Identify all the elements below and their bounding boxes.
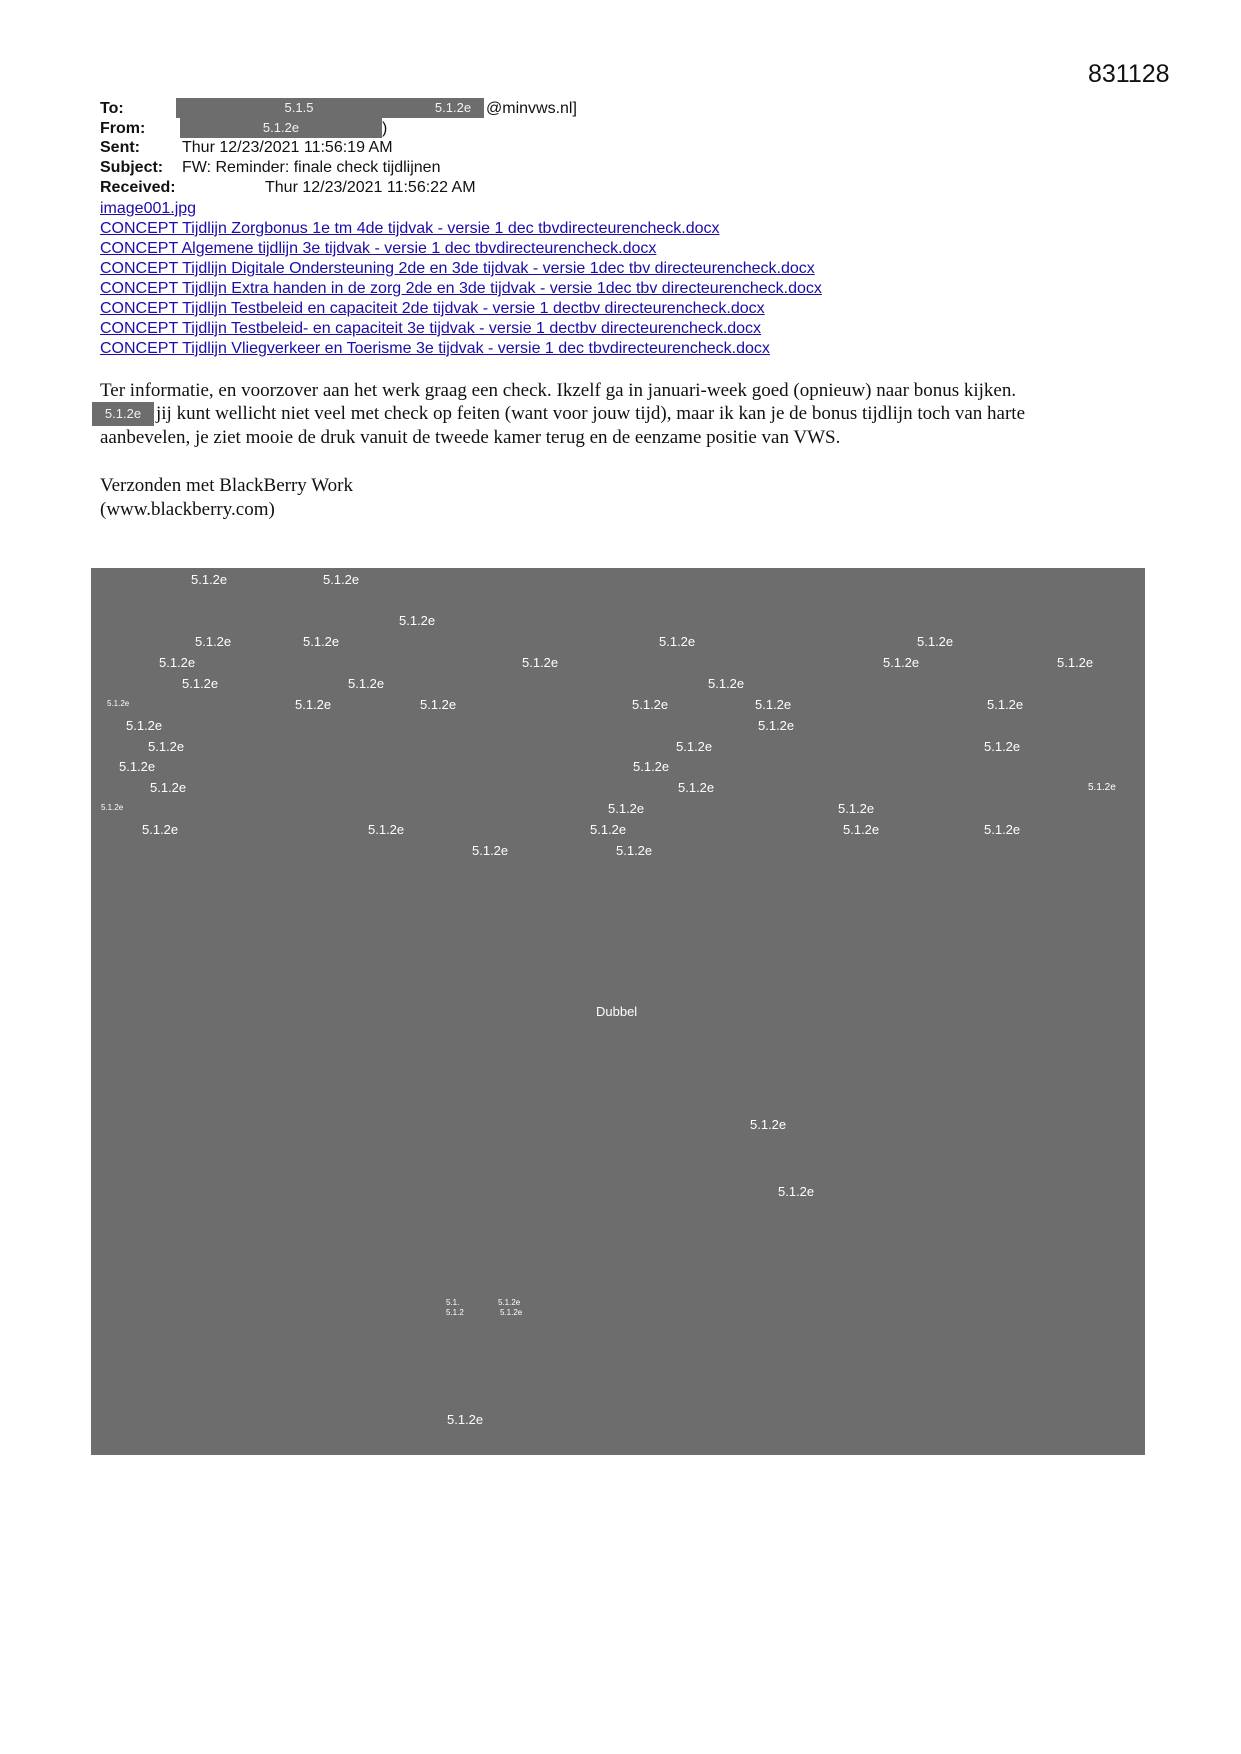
body-line-1: Ter informatie, en voorzover aan het werk graag een check. Ikzelf ga in januari-week goed (opnieuw) naar bonus kijken. bbox=[100, 380, 1017, 401]
to-email-suffix: @minvws.nl] bbox=[486, 100, 577, 117]
body-line-2: jij kunt wellicht niet veel met check op feiten (want voor jouw tijd), maar ik kan je de bonus tijdlijn toch van harte bbox=[156, 403, 1026, 424]
sent-value: Thur 12/23/2021 11:56:19 AM bbox=[182, 139, 393, 156]
attachment-link-image[interactable]: image001.jpg bbox=[100, 200, 197, 217]
redaction-code: 5.1.2e bbox=[590, 822, 627, 837]
to-label: To: bbox=[100, 100, 124, 117]
redaction-code: 5.1.2e bbox=[420, 697, 457, 712]
redaction-fragment: 5.1.2e bbox=[500, 1308, 523, 1317]
redaction-code: 5.1.2e bbox=[917, 634, 954, 649]
signature-line-2: (www.blackberry.com) bbox=[100, 499, 275, 520]
attachment-link-extra-handen[interactable]: CONCEPT Tijdlijn Extra handen in de zorg 2de en 3de tijdvak - versie 1dec tbv directeurencheck.docx bbox=[100, 280, 822, 297]
attachment-link-algemene[interactable]: CONCEPT Algemene tijdlijn 3e tijdvak - versie 1 dec tbvdirecteurencheck.docx bbox=[100, 240, 657, 257]
redaction-code: 5.1.2e bbox=[633, 759, 670, 774]
redaction-code: 5.1.2e bbox=[182, 676, 219, 691]
redaction-code: 5.1.2e bbox=[758, 718, 795, 733]
attachment-link-zorgbonus[interactable]: CONCEPT Tijdlijn Zorgbonus 1e tm 4de tijdvak - versie 1 dec tbvdirecteurencheck.docx bbox=[100, 220, 720, 237]
redaction-code: 5.1.2e bbox=[678, 780, 715, 795]
redaction-code: 5.1.2e bbox=[1088, 782, 1116, 793]
body-redaction: 5.1.2e bbox=[92, 402, 154, 426]
from-suffix: ) bbox=[382, 120, 388, 137]
redaction-code: 5.1.2e bbox=[616, 843, 653, 858]
redaction-code: 5.1.2e bbox=[142, 822, 179, 837]
redaction-code: 5.1.2e bbox=[447, 1412, 484, 1427]
redaction-code: 5.1.2e bbox=[987, 697, 1024, 712]
redaction-code: 5.1.2e bbox=[843, 822, 880, 837]
redaction-code: 5.1.2e bbox=[1057, 655, 1094, 670]
center-label: Dubbel bbox=[596, 1004, 638, 1019]
redaction-code: 5.1.2e bbox=[676, 739, 713, 754]
redaction-code: 5.1.2e bbox=[295, 697, 332, 712]
redaction-code: 5.1.2e bbox=[838, 801, 875, 816]
redaction-fragment: 5.1.2 bbox=[446, 1308, 464, 1317]
redaction-code: 5.1.2e bbox=[159, 655, 196, 670]
redaction-code: 5.1.2e bbox=[708, 676, 745, 691]
document-id: 831128 bbox=[1088, 60, 1170, 88]
redaction-code: 5.1.2e bbox=[883, 655, 920, 670]
redaction-fragment: 5.1.2e bbox=[498, 1298, 521, 1307]
redaction-code: 5.1.2e bbox=[984, 822, 1021, 837]
redaction-code: 5.1.2e bbox=[659, 634, 696, 649]
redaction-code: 5.1.2e bbox=[984, 739, 1021, 754]
attachment-link-testbeleid-3e[interactable]: CONCEPT Tijdlijn Testbeleid- en capaciteit 3e tijdvak - versie 1 dectbv directeurencheck.docx bbox=[100, 320, 762, 337]
body-line-3: aanbevelen, je ziet mooie de druk vanuit de tweede kamer terug en de eenzame positie van VWS. bbox=[100, 427, 841, 448]
redaction-code: 5.1.2e bbox=[632, 697, 669, 712]
redaction-code: 5.1.2e bbox=[755, 697, 792, 712]
subject-label: Subject: bbox=[100, 159, 164, 176]
redacted-image-block bbox=[91, 568, 1145, 1455]
from-redaction: 5.1.2e bbox=[180, 118, 382, 138]
redaction-code: 5.1.2e bbox=[608, 801, 645, 816]
to-redaction-1: 5.1.5 bbox=[176, 98, 422, 118]
attachment-link-digitale[interactable]: CONCEPT Tijdlijn Digitale Ondersteuning 2de en 3de tijdvak - versie 1dec tbv directeurencheck.docx bbox=[100, 260, 815, 277]
from-label: From: bbox=[100, 120, 146, 137]
redaction-code: 5.1.2e bbox=[750, 1117, 787, 1132]
redaction-fragment: 5.1. bbox=[446, 1298, 460, 1307]
redaction-code: 5.1.2e bbox=[195, 634, 232, 649]
redaction-code: 5.1.2e bbox=[148, 739, 185, 754]
redaction-code: 5.1.2e bbox=[368, 822, 405, 837]
redaction-code: 5.1.2e bbox=[101, 803, 124, 812]
sent-label: Sent: bbox=[100, 139, 140, 156]
redaction-code: 5.1.2e bbox=[778, 1184, 815, 1199]
redaction-code: 5.1.2e bbox=[323, 572, 360, 587]
attachment-link-testbeleid-2de[interactable]: CONCEPT Tijdlijn Testbeleid en capaciteit 2de tijdvak - versie 1 dectbv directeurencheck.docx bbox=[100, 300, 765, 317]
attachment-link-vliegverkeer[interactable]: CONCEPT Tijdlijn Vliegverkeer en Toerisme 3e tijdvak - versie 1 dec tbvdirecteurencheck.docx bbox=[100, 340, 770, 357]
redaction-code: 5.1.2e bbox=[472, 843, 509, 858]
redaction-code: 5.1.2e bbox=[126, 718, 163, 733]
redaction-code: 5.1.2e bbox=[303, 634, 340, 649]
received-label: Received: bbox=[100, 179, 176, 196]
received-value: Thur 12/23/2021 11:56:22 AM bbox=[265, 179, 476, 196]
redaction-code: 5.1.2e bbox=[119, 759, 156, 774]
redaction-code: 5.1.2e bbox=[399, 613, 436, 628]
subject-value: FW: Reminder: finale check tijdlijnen bbox=[182, 159, 441, 176]
redaction-code: 5.1.2e bbox=[107, 699, 130, 708]
redaction-code: 5.1.2e bbox=[522, 655, 559, 670]
redaction-code: 5.1.2e bbox=[348, 676, 385, 691]
redaction-code: 5.1.2e bbox=[150, 780, 187, 795]
signature-line-1: Verzonden met BlackBerry Work bbox=[100, 475, 353, 496]
to-redaction-2: 5.1.2e bbox=[422, 98, 484, 118]
redaction-code: 5.1.2e bbox=[191, 572, 228, 587]
